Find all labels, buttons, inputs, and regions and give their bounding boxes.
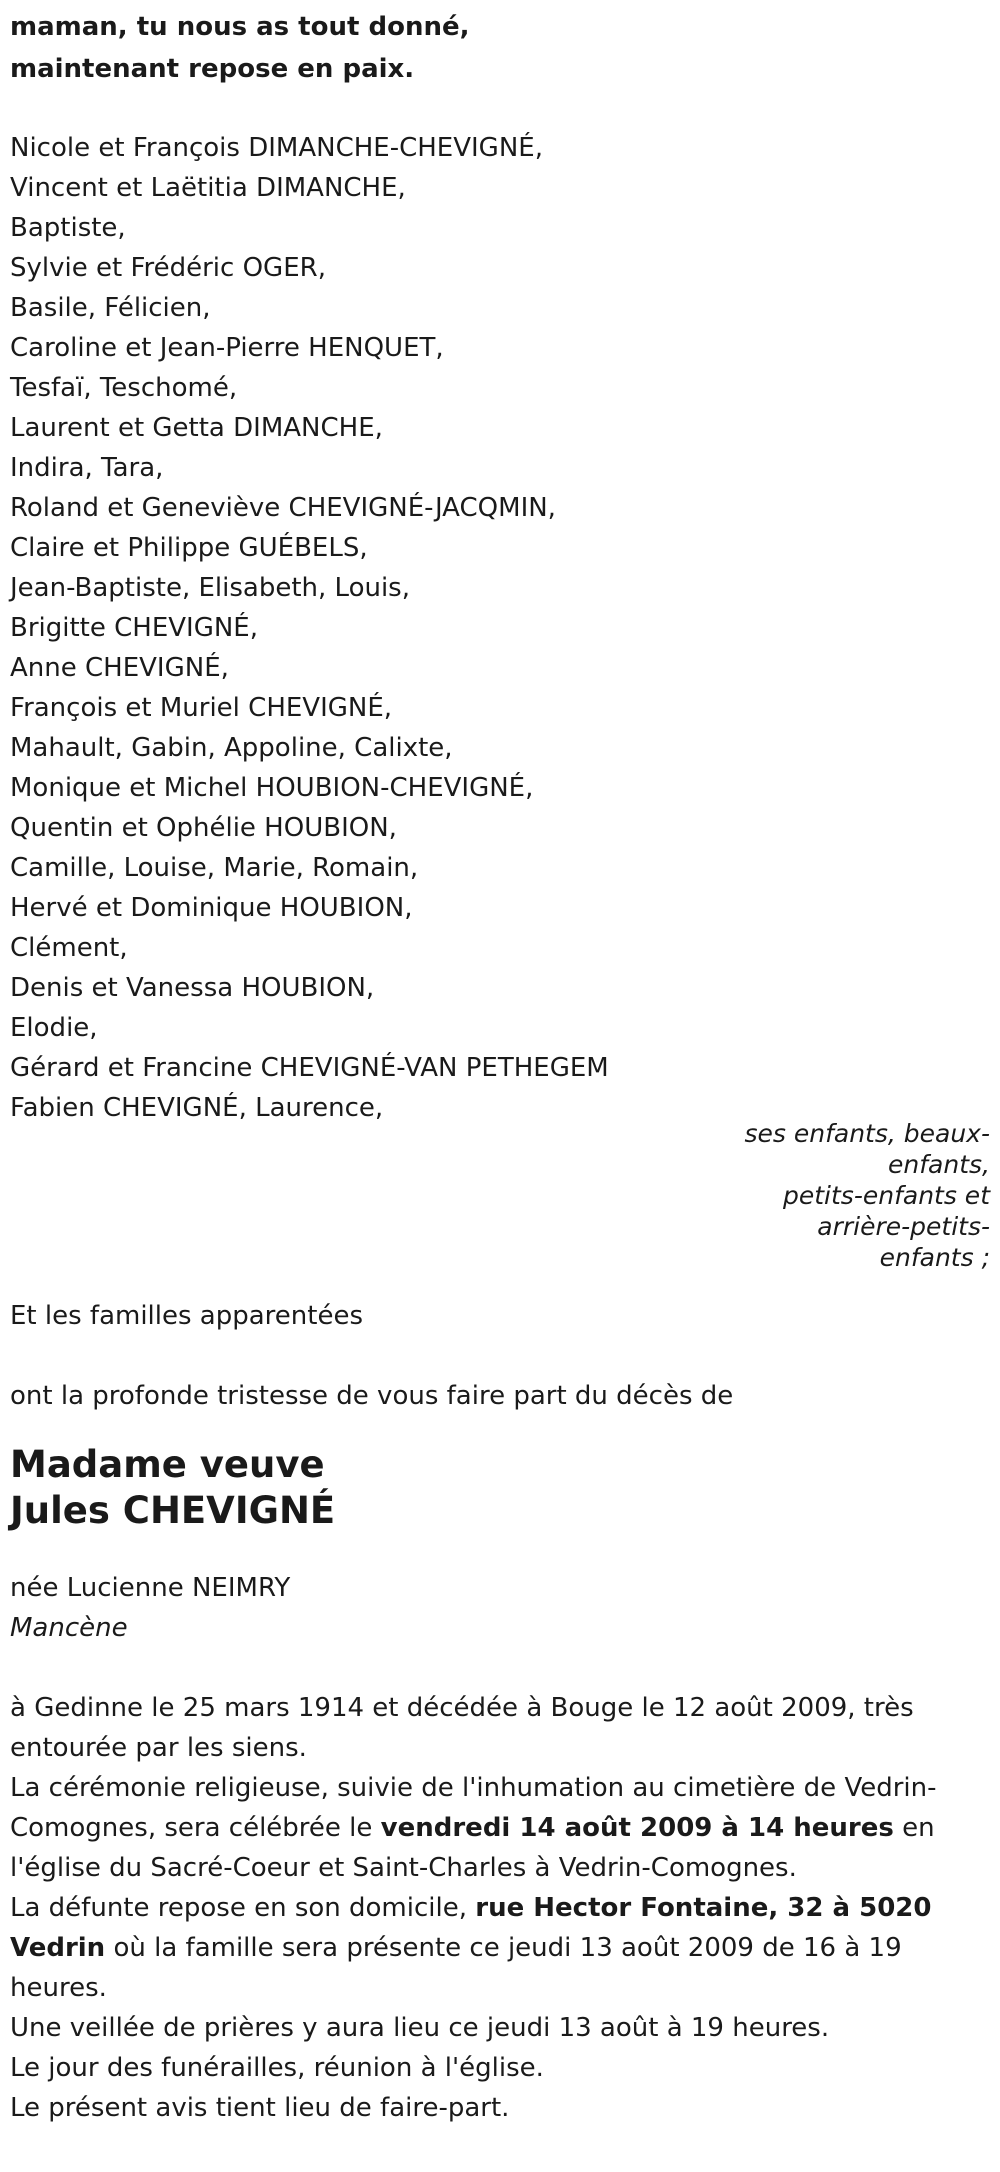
domicile-text: La défunte repose en son domicile, [10,1893,476,1923]
spacer [10,1416,990,1442]
relation-line: ses enfants, beaux- [744,1119,990,1148]
family-line: Quentin et Ophélie HOUBION, [10,813,397,843]
family-line: Roland et Geneviève CHEVIGNÉ-JACQMIN, [10,493,556,523]
details-meeting: Le jour des funérailles, réunion à l'église. [10,2053,544,2083]
deceased-name-line1: Madame veuve [10,1443,325,1486]
spacer [10,1336,990,1376]
domicile-address: rue Hector Fontaine, 32 à 5020 Vedrin [10,1893,932,1963]
domicile-visit: où la famille sera présente ce jeudi 13 août 2009 de 16 à 19 heures. [10,1933,902,2003]
relation-line: petits-enfants et [783,1181,990,1210]
spacer [10,1648,990,1688]
families-line: Et les familles apparentées [10,1301,364,1331]
family-line: François et Muriel CHEVIGNÉ, [10,693,393,723]
family-line: Elodie, [10,1013,98,1043]
family-line: Hervé et Dominique HOUBION, [10,893,413,923]
deceased-name-line2: Jules CHEVIGNÉ [10,1489,336,1532]
relation-line: enfants ; [879,1243,990,1272]
intro-verse [10,6,990,90]
details-birth-death: à Gedinne le 25 mars 1914 et décédée à Bouge le 12 août 2009, très entourée par les siens. [10,1693,914,1763]
ceremony-place: en l'église du Sacré-Coeur et Saint-Charles à Vedrin-Comognes. [10,1813,935,1883]
intro-line: maintenant repose en paix. [10,54,415,84]
relation-line: enfants, [888,1150,990,1179]
family-line: Denis et Vanessa HOUBION, [10,973,375,1003]
details-ceremony [10,1768,990,1888]
announcement [10,1296,990,2128]
family-line: Mahault, Gabin, Appoline, Calixte, [10,733,453,763]
family-relation [730,1118,990,1273]
family-line: Jean-Baptiste, Elisabeth, Louis, [10,573,410,603]
family-line: Basile, Félicien, [10,293,211,323]
born-name: née Lucienne NEIMRY [10,1573,291,1603]
place-name: Mancène [10,1613,128,1643]
family-line: Camille, Louise, Marie, Romain, [10,853,419,883]
details-notice: Le présent avis tient lieu de faire-part. [10,2093,510,2123]
family-line: Vincent et Laëtitia DIMANCHE, [10,173,406,203]
family-line: Sylvie et Frédéric OGER, [10,253,326,283]
family-line: Gérard et Francine CHEVIGNÉ-VAN PETHEGEM [10,1053,609,1083]
deceased-name [10,1442,990,1534]
family-line: Baptiste, [10,213,126,243]
announce-line: ont la profonde tristesse de vous faire part du décès de [10,1381,734,1411]
ceremony-date: vendredi 14 août 2009 à 14 heures [380,1813,894,1843]
family-line: Brigitte CHEVIGNÉ, [10,613,259,643]
family-line: Monique et Michel HOUBION-CHEVIGNÉ, [10,773,534,803]
family-list [10,128,990,1128]
family-line: Anne CHEVIGNÉ, [10,653,229,683]
family-line: Caroline et Jean-Pierre HENQUET, [10,333,444,363]
spacer [10,1534,990,1568]
family-line: Tesfaï, Teschomé, [10,373,238,403]
family-line: Nicole et François DIMANCHE-CHEVIGNÉ, [10,133,543,163]
intro-line: maman, tu nous as tout donné, [10,12,470,42]
details-vigil: Une veillée de prières y aura lieu ce jeudi 13 août à 19 heures. [10,2013,830,2043]
family-line: Indira, Tara, [10,453,164,483]
ceremony-text: La cérémonie religieuse, suivie de l'inhumation au cimetière de Vedrin-Comognes, sera célébrée le [10,1773,937,1843]
family-line: Claire et Philippe GUÉBELS, [10,533,368,563]
family-line: Laurent et Getta DIMANCHE, [10,413,383,443]
details-domicile [10,1888,990,2008]
obituary-text [10,0,990,2123]
relation-line: arrière-petits- [817,1212,990,1241]
family-line: Clément, [10,933,128,963]
family-line: Fabien CHEVIGNÉ, Laurence, [10,1093,384,1123]
